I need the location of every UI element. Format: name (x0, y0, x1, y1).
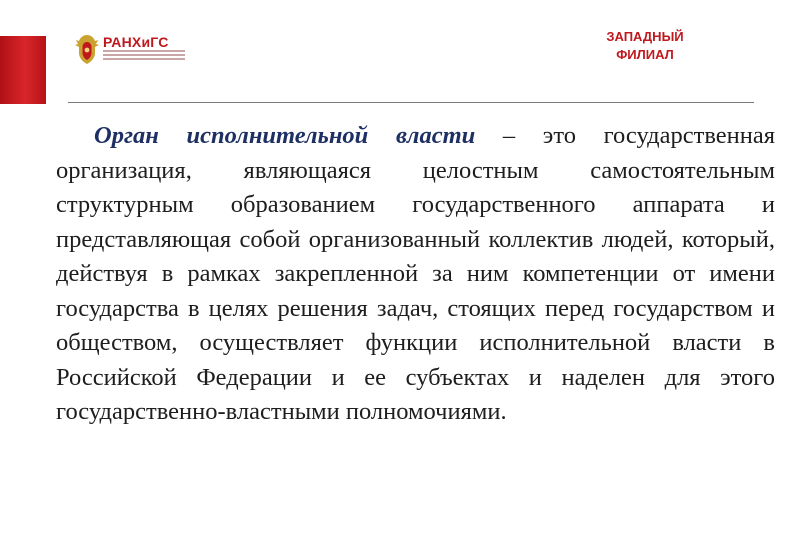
logo-title: РАНХиГС (103, 34, 169, 50)
decorative-red-bar (0, 36, 46, 104)
branch-line-2: ФИЛИАЛ (616, 47, 674, 62)
logo-tagline-line (103, 50, 185, 52)
definition-text: – это государственная организация, являющаяся целостным самостоятельным структурным образованием государственного аппарата и представляющая собой организованный коллектив людей, который, действуя в рамках закрепленной за ним компетенции от имени государства в целях решения задач, стоящих перед государством и обществом, осуществляет функции исполнительной власти в Российской Федерации и ее субъектах и наделен для этого государственно-властными полномочиями. (56, 122, 775, 425)
definition-term: Орган исполнительной власти (94, 122, 476, 149)
branch-line-1: ЗАПАДНЫЙ (606, 29, 684, 44)
definition-paragraph (56, 119, 775, 430)
logo-tagline (103, 50, 185, 62)
eagle-emblem-icon (74, 33, 100, 65)
branch-label (580, 28, 710, 64)
logo-tagline-line (103, 58, 185, 60)
logo-tagline-line (103, 54, 185, 56)
header-divider (68, 102, 754, 103)
ranepa-logo (74, 33, 184, 65)
